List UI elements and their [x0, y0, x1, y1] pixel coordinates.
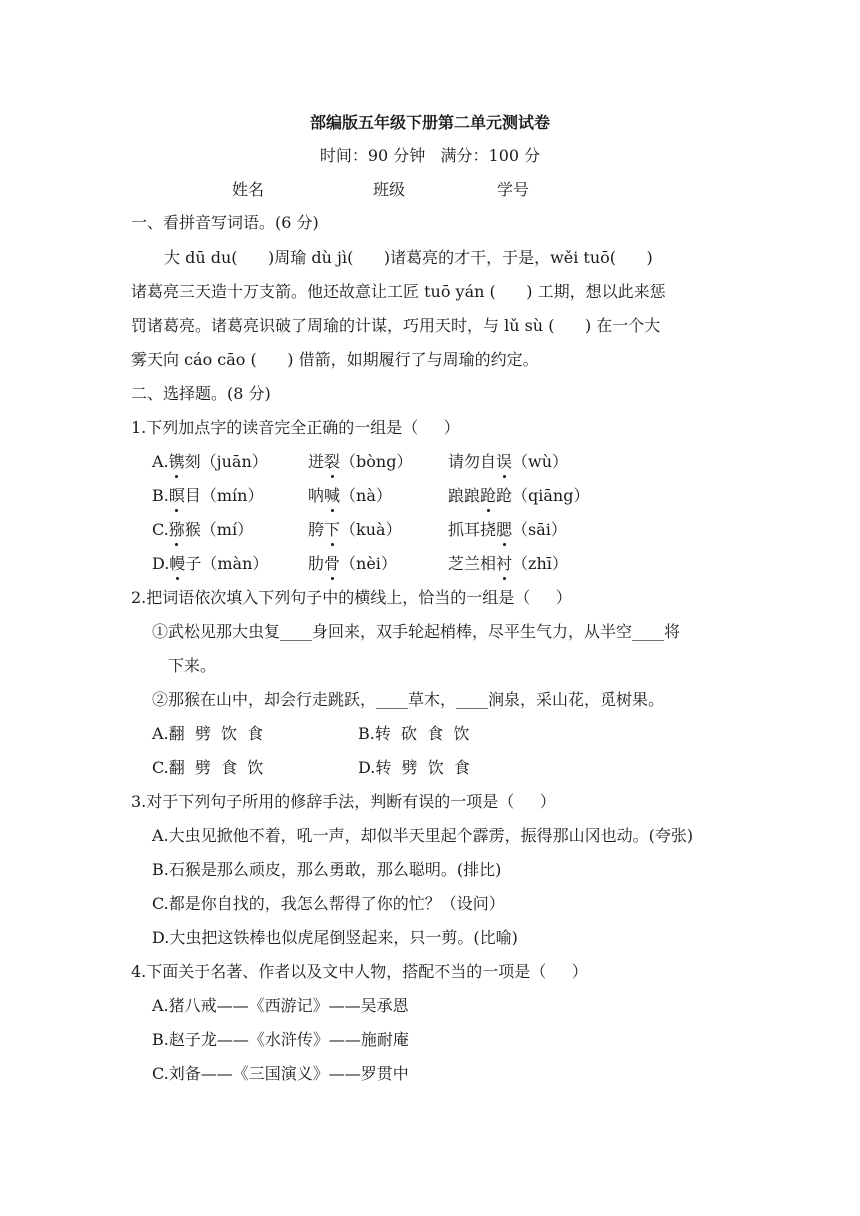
q2-sentence-1: ①武松见那大虫复____身回来，双手轮起梢棒，尽平生气力，从半空____将: [152, 622, 681, 641]
q2-option-c: C.翻 劈 食 饮: [152, 758, 264, 777]
section-1-line-4: 雾天向 cáo cāo ( ) 借箭，如期履行了与周瑜的约定。: [131, 350, 539, 369]
section-2-heading: 二、选择题。(8 分): [131, 384, 271, 403]
time-score-line: 时间：90 分钟 满分：100 分: [319, 146, 541, 165]
name-label: 姓名: [232, 180, 265, 199]
question-4-stem: 4.下面关于名著、作者以及文中人物，搭配不当的一项是（ ）: [131, 962, 588, 981]
section-1-line-3: 罚诸葛亮。诸葛亮识破了周瑜的计谋，巧用天时，与 lǔ sù ( ) 在一个大: [131, 316, 661, 335]
q4-option-a: A.猪八戒——《西游记》——吴承恩: [152, 996, 409, 1015]
emphasis-dot-char: 衬: [496, 554, 513, 573]
emphasis-dot-char: 跄: [480, 486, 497, 505]
emphasis-dot-char: 骨: [324, 554, 341, 573]
q3-option-d: D.大虫把这铁棒也似虎尾倒竖起来，只一剪。(比喻): [152, 928, 518, 947]
q2-option-a: A.翻 劈 饮 食: [152, 724, 264, 743]
q1-option-a-word-3: 请勿自误（wù）: [448, 452, 569, 471]
page-title: 部编版五年级下册第二单元测试卷: [309, 113, 550, 132]
q1-option-c-word-2: 胯下（kuà）: [308, 520, 402, 539]
q3-option-b: B.石猴是那么顽皮，那么勇敢，那么聪明。(排比): [152, 860, 502, 879]
q1-option-a-word-2: 迸裂（bòng）: [308, 452, 413, 471]
question-2-stem: 2.把词语依次填入下列句子中的横线上，恰当的一组是（ ）: [131, 588, 572, 607]
emphasis-dot-char: 幔: [169, 554, 186, 573]
q3-option-c: C.都是你自找的，我怎么帮得了你的忙？（设问）: [152, 894, 505, 913]
q1-option-c-word-3: 抓耳挠腮（sāi）: [448, 520, 567, 539]
q2-option-d: D.转 劈 饮 食: [358, 758, 470, 777]
q1-option-b-word-2: 呐喊（nà）: [308, 486, 392, 505]
q3-option-a: A.大虫见掀他不着，吼一声，却似半天里起个霹雳，振得那山冈也动。(夸张): [152, 826, 694, 845]
emphasis-dot-char: 镌: [168, 452, 185, 471]
q2-option-b: B.转 砍 食 饮: [358, 724, 470, 743]
q4-option-b: B.赵子龙——《水浒传》——施耐庵: [152, 1030, 409, 1049]
q1-option-d-word-1: D.幔子（màn）: [152, 554, 269, 573]
q1-option-d-word-2: 肋骨（nèi）: [308, 554, 397, 573]
class-label: 班级: [373, 180, 406, 199]
emphasis-dot-char: 腮: [496, 520, 513, 539]
q1-option-c-word-1: C.猕猴（mí）: [152, 520, 254, 539]
q1-option-d-word-3: 芝兰相衬（zhī）: [448, 554, 568, 573]
emphasis-dot-char: 喊: [324, 486, 341, 505]
emphasis-dot-char: 误: [496, 452, 513, 471]
q1-option-b-word-3: 踉踉跄跄（qiāng）: [448, 486, 590, 505]
q4-option-c: C.刘备——《三国演义》——罗贯中: [152, 1064, 409, 1083]
q1-option-a-word-1: A.镌刻（juān）: [152, 452, 268, 471]
student-number-label: 学号: [497, 180, 530, 199]
q2-sentence-2: ②那猴在山中，却会行走跳跃，____草木，____涧泉，采山花，觅树果。: [152, 690, 665, 709]
emphasis-dot-char: 猕: [168, 520, 185, 539]
emphasis-dot-char: 瞑: [168, 486, 185, 505]
q2-sentence-1-cont: 下来。: [168, 656, 217, 675]
emphasis-dot-char: 下: [324, 520, 341, 539]
section-1-heading: 一、看拼音写词语。(6 分): [131, 213, 319, 232]
emphasis-dot-char: 裂: [324, 452, 341, 471]
question-1-stem: 1.下列加点字的读音完全正确的一组是（ ）: [131, 418, 460, 437]
section-1-line-2: 诸葛亮三天造十万支箭。他还故意让工匠 tuō yán ( ) 工期，想以此来惩: [131, 282, 666, 301]
q1-option-b-word-1: B.瞑目（mín）: [152, 486, 264, 505]
question-3-stem: 3.对于下列句子所用的修辞手法，判断有误的一项是（ ）: [131, 792, 556, 811]
section-1-line-1: 大 dū du( )周瑜 dù jì( )诸葛亮的才干，于是，wěi tuō( ): [164, 248, 653, 267]
